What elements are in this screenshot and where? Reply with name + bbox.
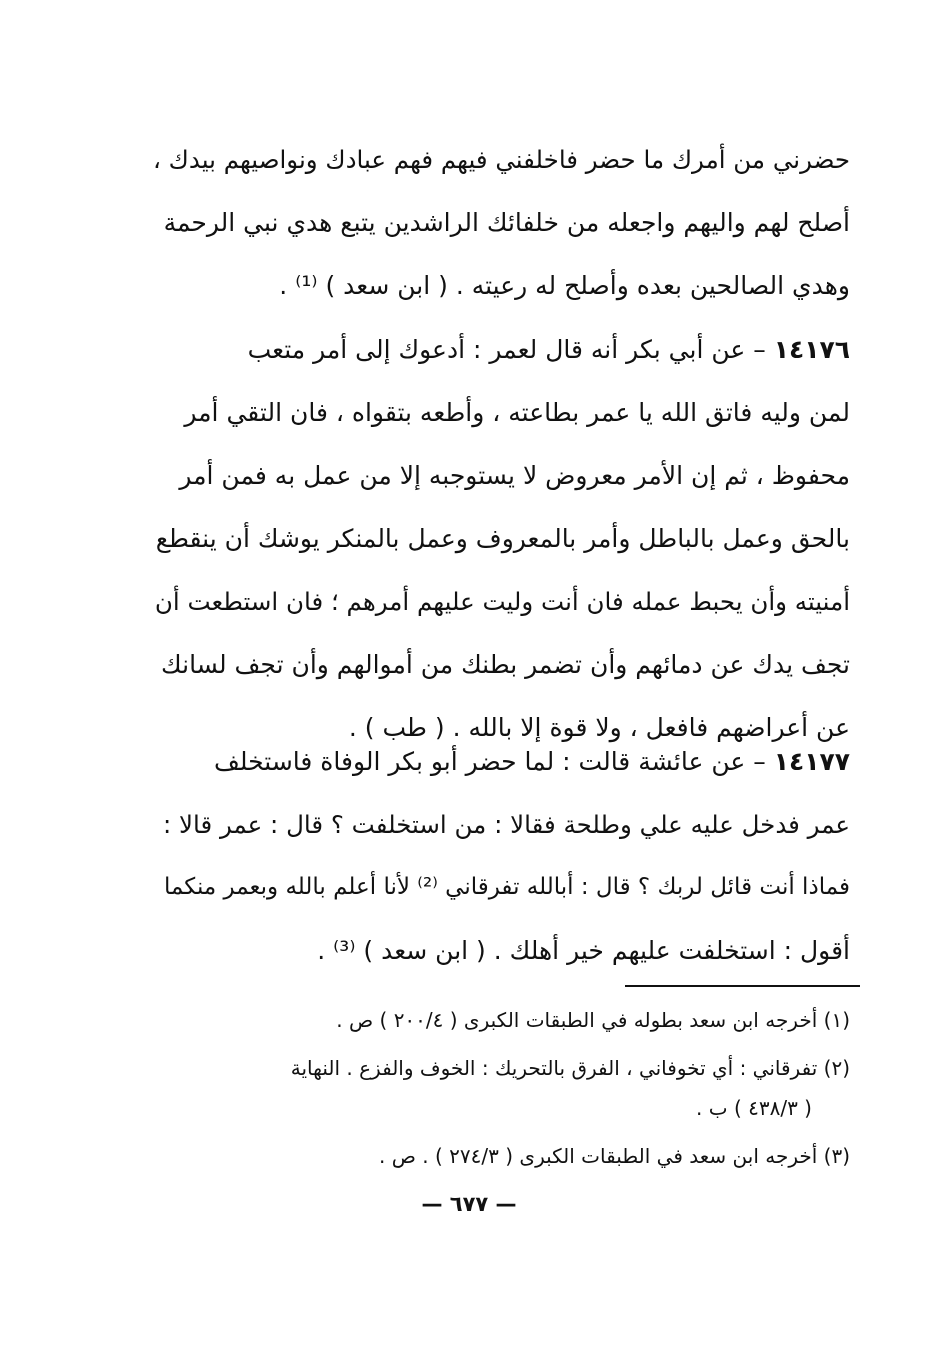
paragraph-continuation [150,128,850,317]
footnote-2-continuation: ( ٤٣٨/٣ ) ب . [696,1096,812,1120]
hadith-number: ١٤١٧٧ [773,747,850,776]
footnote-1: (١) أخرجه ابن سعد بطوله في الطبقات الكبرى ( ٢٠٠/٤ ) ص . [336,1008,850,1032]
footnotes [150,1000,850,1176]
text-line: عمر فدخل عليه علي وطلحة فقالا : من استخلفت ؟ قال : عمر قالا : [162,810,850,839]
footnote-divider [625,985,860,987]
text-line: حضرني من أمرك ما حضر فاخلفني فيهم فهم عبادك ونواصيهم بيدك ، [152,145,850,174]
text-line: أقول : استخلفت عليهم خير أهلك . ( ابن سعد ) ⁽³⁾ . [317,936,850,965]
text-line: عن أعراضهم فافعل ، ولا قوة إلا بالله . ( طب ) . [348,713,850,742]
text-line: وهدي الصالحين بعده وأصلح له رعيته . ( ابن سعد ) ⁽¹⁾ . [279,271,850,300]
hadith-number: ١٤١٧٦ [773,335,850,364]
text-line: فماذا أنت قائل لربك ؟ قال : أبالله تفرقاني ⁽²⁾ لأنا أعلم بالله وبعمر منكما [163,874,850,900]
text-segment: – عن أبي بكر أنه قال لعمر : أدعوك إلى أمر متعب [247,335,766,364]
text-line: أصلح لهم واليهم واجعله من خلفائك الراشدين يتبع هدي نبي الرحمة [163,208,850,237]
text-line: محفوظ ، ثم إن الأمر معروض لا يستوجبه إلا من عمل به فمن أمر [179,461,850,490]
text-line [150,730,850,793]
hadith-14176 [150,318,850,759]
text-line [150,318,850,381]
text-line: لمن وليه فاتق الله يا عمر بطاعته ، وأطعه بتقواه ، فان التقي أمر [184,398,850,427]
text-line: أمنيته وأن يحبط عمله فان أنت وليت عليهم أمرهم ؛ فان استطعت أن [154,587,850,616]
page-number: — ٦٧٧ — [421,1192,517,1216]
text-segment: – عن عائشة قالت : لما حضر أبو بكر الوفاة فاستخلف [213,747,766,776]
hadith-14177 [150,730,850,982]
footnote-2: (٢) تفرقاني : أي تخوفاني ، الفرق بالتحريك : الخوف والفزع . النهاية [290,1056,850,1080]
footnote-3: (٣) أخرجه ابن سعد في الطبقات الكبرى ( ٢٧٤/٣ ) . ص . [379,1144,850,1168]
text-line: تجف يدك عن دمائهم وأن تضمر بطنك من أموالهم وأن تجف لسانك [161,650,850,679]
text-line: بالحق وعمل بالباطل وأمر بالمعروف وعمل بالمنكر يوشك أن ينقطع [155,524,850,553]
